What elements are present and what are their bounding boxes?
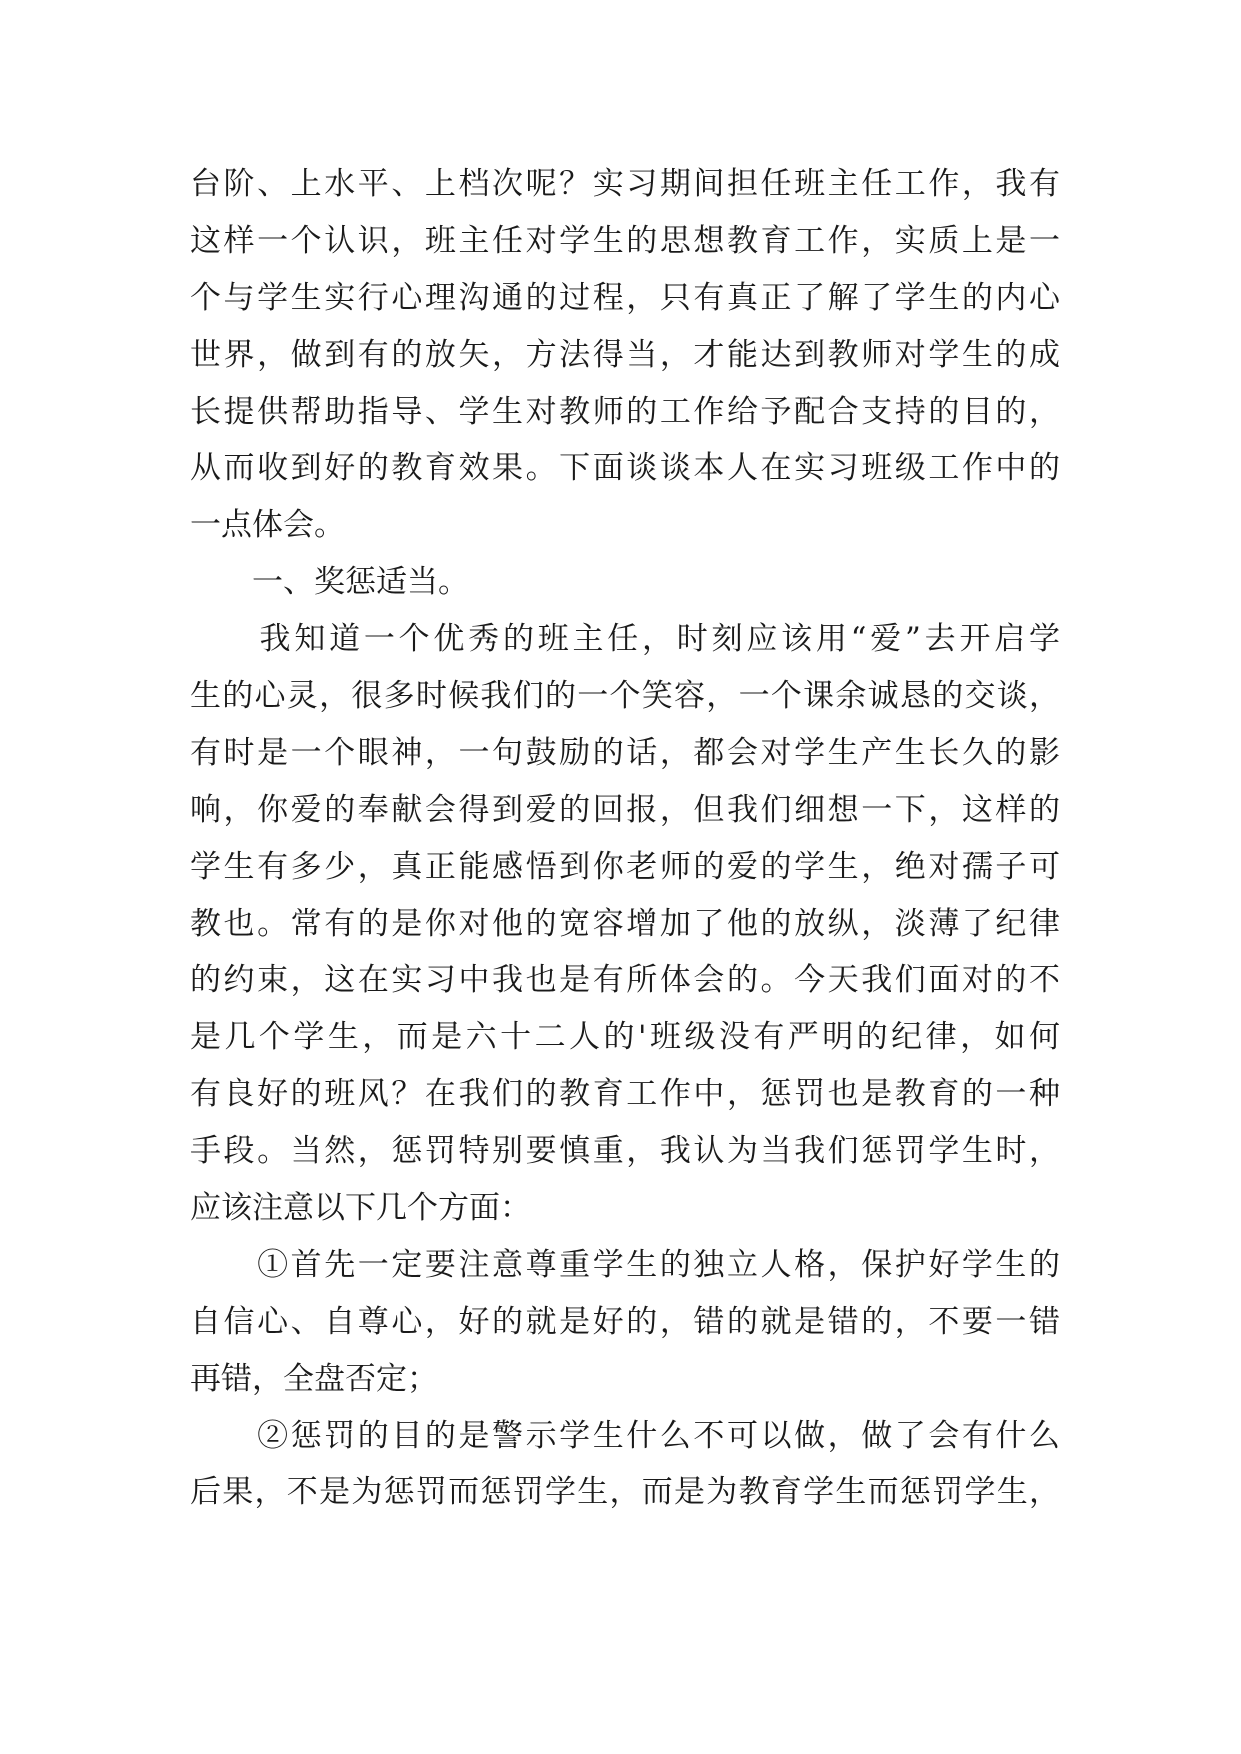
- text-line: 一点体会。: [190, 507, 345, 544]
- text-line: 世界，做到有的放矢，方法得当，才能达到教师对学生的成: [190, 336, 1060, 373]
- text-line: 响，你爱的奉献会得到爱的回报，但我们细想一下，这样的: [190, 791, 1060, 828]
- list-item-1: ①首先一定要注意尊重学生的独立人格，保护好学生的: [190, 1246, 1060, 1283]
- body-text: [190, 156, 1060, 1521]
- text-line: 长提供帮助指导、学生对教师的工作给予配合支持的目的，: [190, 393, 1060, 430]
- text-line: 自信心、自尊心，好的就是好的，错的就是错的，不要一错: [190, 1303, 1060, 1340]
- text-line: 教也。常有的是你对他的宽容增加了他的放纵，淡薄了纪律: [190, 905, 1060, 942]
- text-line: 这样一个认识，班主任对学生的思想教育工作，实质上是一: [190, 222, 1060, 259]
- section-heading: 一、奖惩适当。: [190, 564, 469, 601]
- text-line: 再错，全盘否定；: [190, 1360, 438, 1397]
- text-line: 台阶、上水平、上档次呢？实习期间担任班主任工作，我有: [190, 166, 1060, 202]
- text-line: 从而收到好的教育效果。下面谈谈本人在实习班级工作中的: [190, 450, 1060, 487]
- text-line: 生的心灵，很多时候我们的一个笑容，一个课余诚恳的交谈，: [190, 678, 1060, 715]
- text-line: 应该注意以下几个方面：: [190, 1190, 531, 1227]
- text-line: 有时是一个眼神，一句鼓励的话，都会对学生产生长久的影: [190, 734, 1060, 771]
- text-line: 我知道一个优秀的班主任，时刻应该用“爱”去开启学: [190, 621, 1060, 658]
- text-line: 的约束，这在实习中我也是有所体会的。今天我们面对的不: [190, 962, 1060, 999]
- text-line: 手段。当然，惩罚特别要慎重，我认为当我们惩罚学生时，: [190, 1133, 1060, 1170]
- text-line: 有良好的班风？在我们的教育工作中，惩罚也是教育的一种: [190, 1076, 1060, 1113]
- text-line: 后果，不是为惩罚而惩罚学生，而是为教育学生而惩罚学生，: [190, 1474, 1060, 1511]
- text-line: 是几个学生，而是六十二人的'班级没有严明的纪律，如何: [190, 1019, 1060, 1056]
- text-line: 个与学生实行心理沟通的过程，只有真正了解了学生的内心: [190, 279, 1060, 316]
- list-item-2: ②惩罚的目的是警示学生什么不可以做，做了会有什么: [190, 1417, 1060, 1454]
- text-line: 学生有多少，真正能感悟到你老师的爱的学生，绝对孺子可: [190, 848, 1060, 885]
